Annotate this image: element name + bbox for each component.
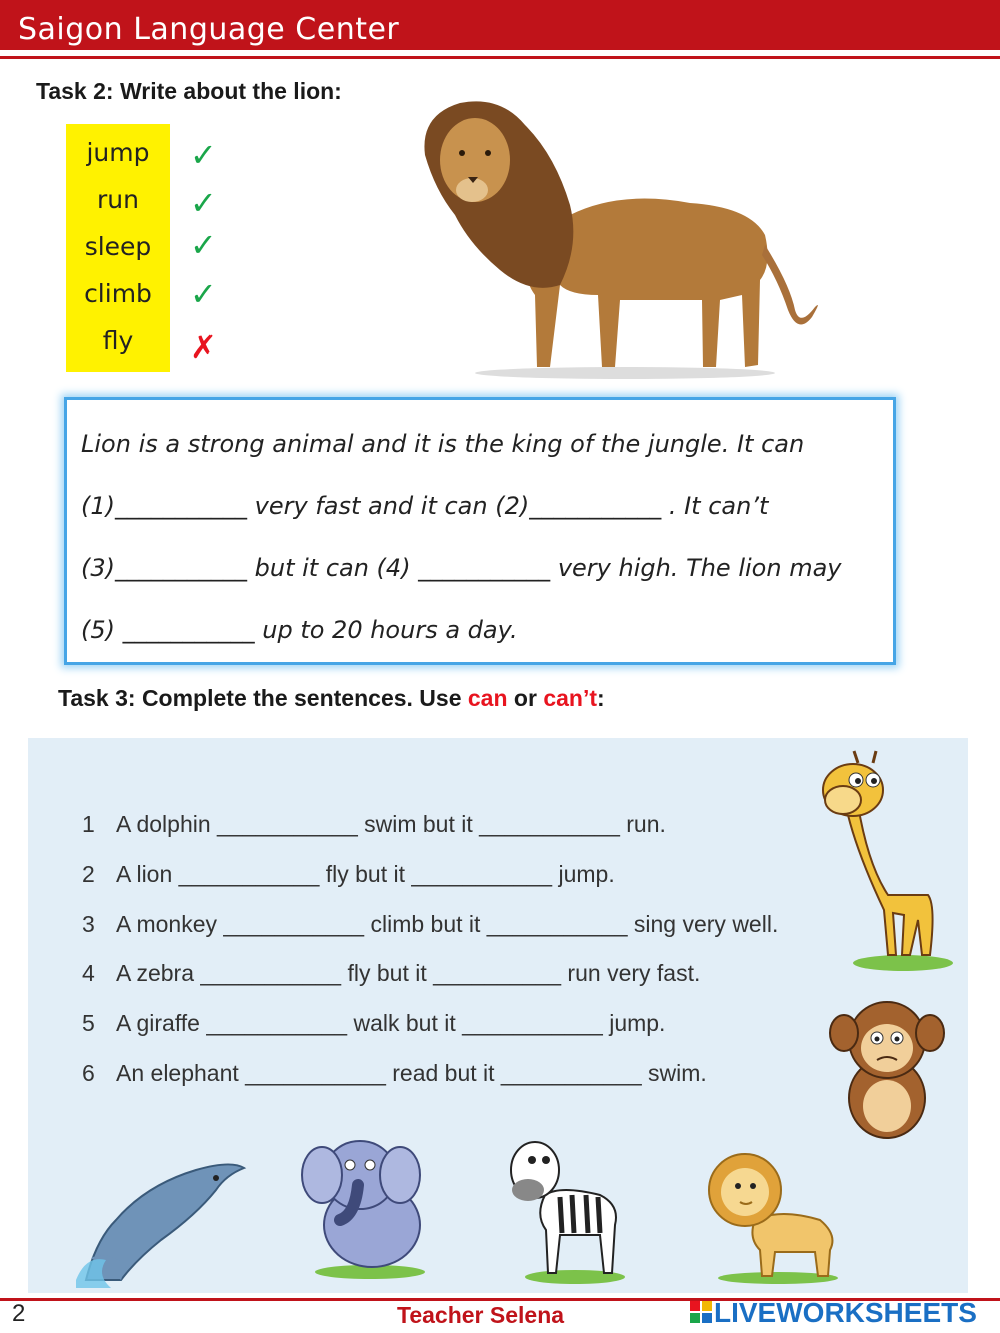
liveworksheets-logo-icon: [690, 1301, 712, 1323]
header-title: Saigon Language Center: [18, 12, 400, 47]
teacher-name: Teacher Selena: [397, 1302, 565, 1328]
verb-list: [66, 124, 170, 372]
sentence-text: A zebra ___________ fly but it __________ run very fast.: [116, 960, 701, 986]
brand-text: LIVEWORKSHEETS: [714, 1297, 977, 1328]
check-icon: ✓: [190, 226, 217, 264]
elephant-illustration: [300, 1120, 440, 1280]
verb-jump: jump: [86, 138, 150, 167]
sentence-number: 3: [82, 911, 95, 937]
passage-line-3: (3)___________ but it can (4) ___________ very high. The lion may: [81, 554, 842, 582]
passage-line-2: (1)___________ very fast and it can (2)___________ . It can’t: [81, 492, 769, 520]
sentence-text: A lion ___________ fly but it ___________ jump.: [116, 861, 615, 887]
header-bar: [0, 0, 1000, 50]
check-icon: ✓: [190, 184, 217, 222]
lion-cartoon-illustration: [700, 1140, 850, 1285]
verb-climb: climb: [84, 279, 152, 308]
passage-line-1: Lion is a strong animal and it is the king of the jungle. It can: [81, 430, 805, 458]
cross-icon: ✗: [190, 328, 217, 366]
task3-heading: [58, 685, 605, 712]
task2-heading: Task 2: Write about the lion:: [36, 78, 342, 104]
sentence-row: [82, 960, 700, 987]
task3-heading-prefix: Task 3: Complete the sentences. Use: [58, 685, 468, 711]
sentence-number: 1: [82, 811, 95, 837]
check-icon: ✓: [190, 136, 217, 174]
sentence-row: [82, 811, 666, 838]
sentence-row: [82, 861, 615, 888]
liveworksheets-brand: [690, 1295, 990, 1329]
sentence-row: [82, 911, 778, 938]
sentence-text: An elephant ___________ read but it ___________ swim.: [116, 1060, 707, 1086]
sentence-number: 2: [82, 861, 95, 887]
cant-keyword: can’t: [543, 685, 597, 711]
sentence-number: 5: [82, 1010, 95, 1036]
or-word: or: [507, 685, 544, 711]
sentence-text: A monkey ___________ climb but it ___________ sing very well.: [116, 911, 779, 937]
page-number: 2: [12, 1300, 26, 1327]
can-keyword: can: [467, 685, 508, 711]
verb-fly: fly: [102, 326, 134, 355]
sentence-text: A dolphin ___________ swim but it ___________ run.: [116, 811, 666, 837]
dolphin-illustration: [66, 1130, 256, 1290]
sentence-number: 4: [82, 960, 95, 986]
passage-line-4: (5) ___________ up to 20 hours a day.: [81, 616, 518, 644]
sentence-row: [82, 1010, 665, 1037]
sentence-row: [82, 1060, 707, 1087]
check-icon: ✓: [190, 275, 217, 313]
sentence-text: A giraffe ___________ walk but it ___________ jump.: [116, 1010, 666, 1036]
sentence-number: 6: [82, 1060, 95, 1086]
giraffe-illustration: [818, 745, 958, 975]
passage-box: [64, 397, 896, 665]
verb-run: run: [97, 185, 139, 214]
monkey-illustration: [822, 988, 952, 1148]
zebra-illustration: [500, 1125, 640, 1285]
verb-sleep: sleep: [84, 232, 152, 261]
lion-photo: [420, 95, 830, 385]
header-divider: [0, 56, 1000, 59]
heading-colon: :: [597, 685, 605, 711]
